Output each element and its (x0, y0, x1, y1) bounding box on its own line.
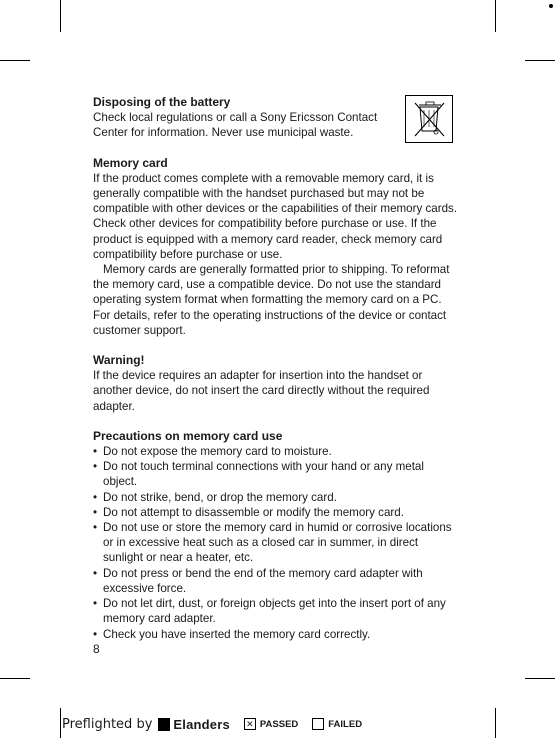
list-item-text: Do not let dirt, dust, or foreign objects get into the insert port of any memory card adapter. (103, 597, 446, 626)
battery-section (93, 95, 458, 141)
preflighted-label: Preflighted by (62, 716, 153, 732)
list-item (93, 459, 458, 489)
document-body (93, 95, 458, 642)
list-item-text: Do not touch terminal connections with your hand or any metal object. (103, 460, 424, 489)
list-item-text: Do not use or store the memory card in humid or corrosive locations or in excessive heat such as a closed car in summer, in direct sunlight or near a heater, etc. (103, 521, 452, 565)
passed-checkbox: ✕ (244, 718, 256, 730)
warning-heading: Warning! (93, 353, 145, 368)
preflight-footer (62, 714, 376, 734)
precautions-section (93, 429, 458, 642)
bullet-icon: • (93, 460, 98, 474)
list-item (93, 444, 458, 459)
battery-text: Check local regulations or call a Sony Ericsson Contact Center for information. Never use municipal waste. (93, 111, 378, 140)
page-number: 8 (93, 642, 100, 656)
crop-mark (495, 0, 496, 32)
crop-mark (495, 708, 496, 738)
bullet-icon: • (93, 445, 98, 459)
list-item-text: Do not attempt to disassemble or modify the memory card. (103, 505, 404, 519)
memory-card-heading: Memory card (93, 155, 168, 170)
list-item-text: Do not expose the memory card to moisture. (103, 445, 332, 459)
memory-card-paragraph: If the product comes complete with a removable memory card, it is generally compatible with the handset purchased but may not be compatible with other devices or the capabilities of their memory cards. Check other devices for compatibility before purchase or use. If the product is equipped with a memory card reader, check memory card compatibility before purchase or use. (93, 171, 458, 261)
list-item-text: Do not press or bend the end of the memory card adapter with excessive force. (103, 566, 423, 595)
precautions-list (93, 444, 458, 642)
memory-card-section (93, 156, 458, 338)
list-item (93, 520, 458, 566)
list-item (93, 627, 458, 642)
elanders-brand: Elanders (173, 716, 230, 732)
bullet-icon: • (93, 490, 98, 504)
list-item (93, 596, 458, 626)
bullet-icon: • (93, 505, 98, 519)
warning-section (93, 353, 458, 414)
crop-mark (0, 60, 30, 61)
memory-card-paragraph: Memory cards are generally formatted prior to shipping. To reformat the memory card, use a compatible device. Do not use the standard operating system format when formatting the memory card on a PC. For details, refer to the operating instructions of the device or contact customer support. (93, 263, 450, 337)
crop-mark (525, 678, 555, 679)
precautions-heading: Precautions on memory card use (93, 428, 283, 443)
list-item (93, 566, 458, 596)
passed-label: PASSED (259, 718, 299, 730)
registration-dot (549, 4, 553, 8)
list-item (93, 490, 458, 505)
warning-text: If the device requires an adapter for insertion into the handset or another device, do not insert the card directly without the required adapter. (93, 369, 430, 413)
bullet-icon: • (93, 566, 98, 580)
crop-mark (60, 708, 61, 738)
battery-heading: Disposing of the battery (93, 95, 231, 109)
crop-mark (60, 0, 61, 32)
bullet-icon: • (93, 521, 98, 535)
failed-checkbox (312, 718, 324, 730)
list-item-text: Do not strike, bend, or drop the memory card. (103, 490, 337, 504)
failed-label: FAILED (328, 718, 363, 730)
list-item-text: Check you have inserted the memory card correctly. (103, 627, 371, 641)
bullet-icon: • (93, 597, 98, 611)
crop-mark (525, 60, 555, 61)
crop-mark (0, 678, 30, 679)
elanders-logo-icon (158, 718, 170, 731)
bullet-icon: • (93, 627, 98, 641)
list-item (93, 505, 458, 520)
